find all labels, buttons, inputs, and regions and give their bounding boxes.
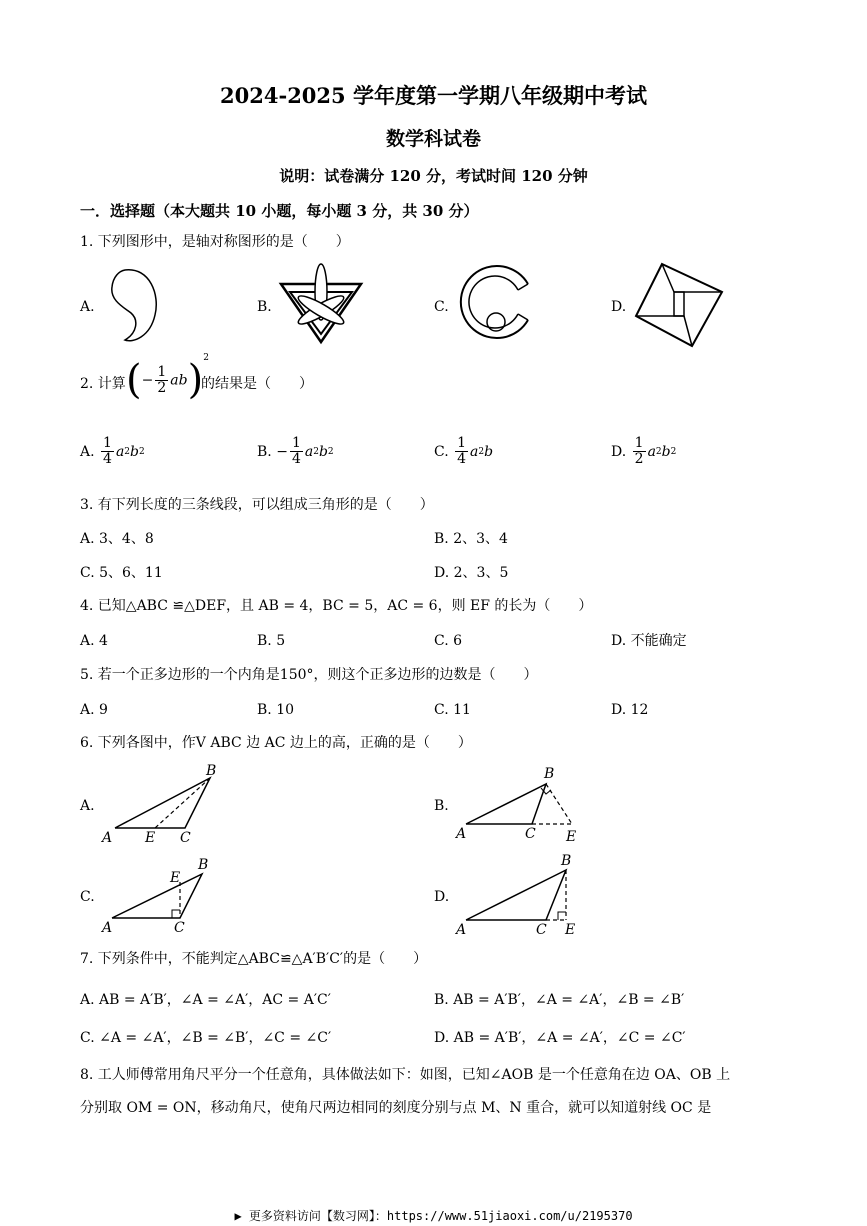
q5-option-d: D. 12 <box>611 702 649 718</box>
label-e: E <box>145 830 156 846</box>
label-a: A <box>456 922 467 938</box>
q4-option-a: A. 4 <box>80 633 108 649</box>
label-b: B <box>206 763 217 779</box>
square-pinwheel-figure <box>634 262 724 348</box>
c-ring-figure <box>456 262 536 342</box>
q7-option-c: C. ∠A = ∠A′，∠B = ∠B′，∠C = ∠C′ <box>80 1030 332 1046</box>
q6-figure-d <box>454 852 584 942</box>
q3-option-c: C. 5、6、11 <box>80 565 163 581</box>
q6-option-d: D. <box>434 889 450 905</box>
q1-option-d: D. <box>611 299 627 315</box>
q2-option-b: B. − $\frac{1}{4}$ a 2 b 2 <box>257 435 334 467</box>
label-a: A <box>456 826 467 842</box>
q1-option-c: C. <box>434 299 449 315</box>
q6-figure-b <box>454 764 584 849</box>
q6-figure-a <box>100 762 230 847</box>
q4-stem: 4. 已知△ABC ≌△DEF，且 AB = 4，BC = 5，AC = 6，则 EF 的长为（ ） <box>80 598 593 614</box>
q5-stem: 5. 若一个正多边形的一个内角是150°，则这个正多边形的边数是（ ） <box>80 667 538 683</box>
q1-stem: 1. 下列图形中，是轴对称图形的是（ ） <box>80 234 350 250</box>
label-b: B <box>561 853 572 869</box>
label-e: E <box>170 870 181 886</box>
comma-shape-figure <box>105 265 165 345</box>
label-c: C <box>536 922 547 938</box>
label-a: A <box>102 920 113 936</box>
q6-stem: 6. 下列各图中，作V ABC 边 AC 边上的高，正确的是（ ） <box>80 735 472 751</box>
q7-option-d: D. AB = A′B′，∠A = ∠A′，∠C = ∠C′ <box>434 1030 686 1046</box>
q5-option-b: B. 10 <box>257 702 295 718</box>
exam-note: 说明：试卷满分 120 分，考试时间 120 分钟 <box>279 167 588 185</box>
q6-option-b: B. <box>434 798 449 814</box>
q7-stem: 7. 下列条件中，不能判定△ABC≌△A′B′C′的是（ ） <box>80 951 428 967</box>
q8-line1: 8. 工人师傅常用角尺平分一个任意角，具体做法如下：如图，已知∠AOB 是一个任意角在边 OA、OB 上 <box>80 1067 731 1083</box>
q8-line2: 分别取 OM = ON，移动角尺，使角尺两边相同的刻度分别与点 M、N 重合，就可以知道射线 OC 是 <box>80 1100 712 1116</box>
q6-option-c: C. <box>80 889 95 905</box>
q2-stem-suffix: 的结果是（ ） <box>201 376 313 392</box>
label-e: E <box>566 829 577 845</box>
q2-option-a: A. $\frac{1}{4}$ a 2 b 2 <box>80 435 145 467</box>
label-a: A <box>102 830 113 846</box>
q3-option-a: A. 3、4、8 <box>80 531 154 547</box>
page-title: 2024-2025 学年度第一学期八年级期中考试 <box>220 83 647 108</box>
label-c: C <box>525 826 536 842</box>
q3-option-d: D. 2、3、5 <box>434 565 509 581</box>
q1-option-a: A. <box>80 299 95 315</box>
q6-option-a: A. <box>80 798 95 814</box>
label-c: C <box>180 830 191 846</box>
q4-option-b: B. 5 <box>257 633 286 649</box>
q3-stem: 3. 有下列长度的三条线段，可以组成三角形的是（ ） <box>80 497 434 513</box>
footer-link[interactable]: ▶ 更多资料访问【数习网】：https://www.51jiaoxi.com/u/2195370 <box>234 1209 633 1223</box>
q5-option-a: A. 9 <box>80 702 108 718</box>
q4-option-c: C. 6 <box>434 633 463 649</box>
q3-option-b: B. 2、3、4 <box>434 531 508 547</box>
q1-option-b: B. <box>257 299 272 315</box>
leaf-triangle-figure <box>276 262 366 352</box>
section-heading: 一．选择题（本大题共 10 小题，每小题 3 分，共 30 分） <box>80 202 479 220</box>
page-subtitle: 数学科试卷 <box>385 128 481 150</box>
q7-option-b: B. AB = A′B′，∠A = ∠A′，∠B = ∠B′ <box>434 992 685 1008</box>
q5-option-c: C. 11 <box>434 702 471 718</box>
label-b: B <box>544 766 555 782</box>
q4-option-d: D. 不能确定 <box>611 633 687 649</box>
q2-option-d: D. $\frac{1}{2}$ a 2 b 2 <box>611 435 677 467</box>
q2-option-c: C. $\frac{1}{4}$ a 2 b <box>434 435 494 467</box>
label-c: C <box>174 920 185 936</box>
q2-expression: (− $\frac{1}{2}$ ab)$^2$ <box>126 353 209 403</box>
q6-figure-c <box>100 856 220 941</box>
label-b: B <box>198 857 209 873</box>
q2-stem-prefix: 2. 计算 <box>80 376 126 392</box>
label-e: E <box>565 922 576 938</box>
q7-option-a: A. AB = A′B′，∠A = ∠A′，AC = A′C′ <box>80 992 331 1008</box>
